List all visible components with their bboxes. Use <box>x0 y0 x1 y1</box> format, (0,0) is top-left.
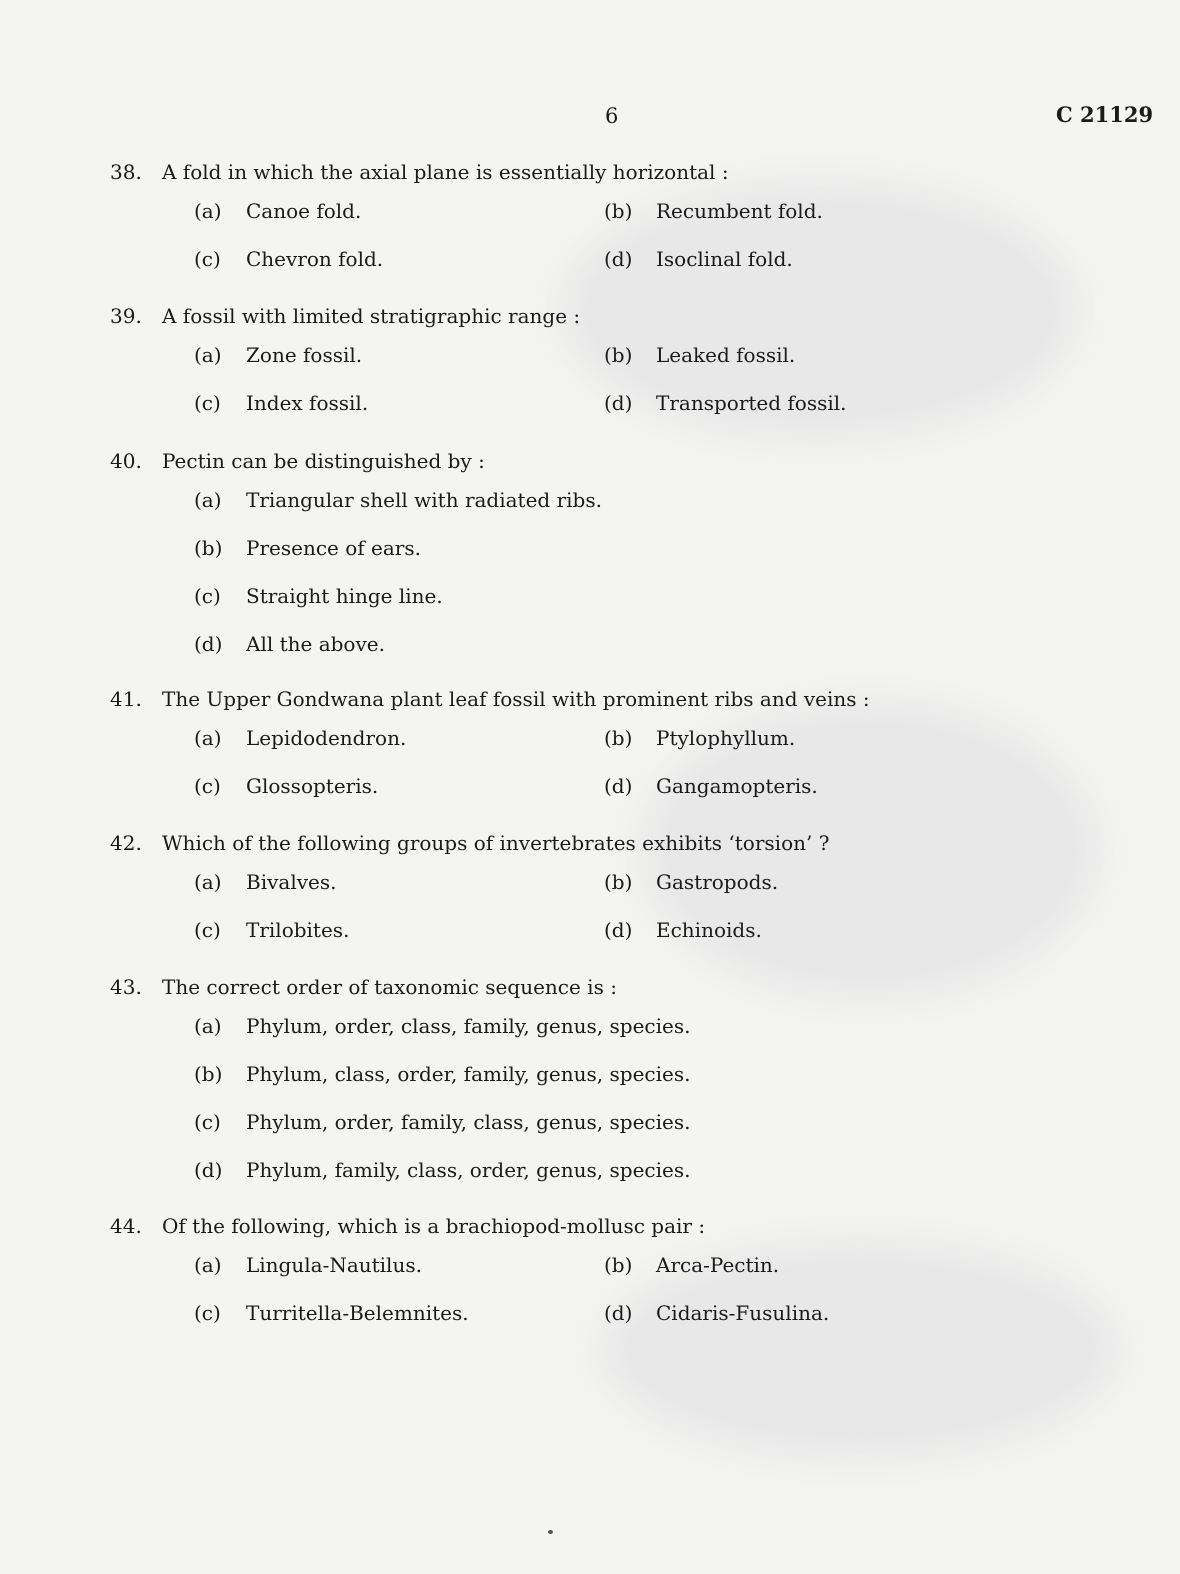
question-text: The Upper Gondwana plant leaf fossil with prominent ribs and veins : <box>162 687 870 711</box>
option-a: (a) Zone fossil. <box>194 343 363 367</box>
option-c: (c) Chevron fold. <box>194 247 384 271</box>
option-row <box>110 620 1130 668</box>
option-row <box>110 572 1130 620</box>
option-row <box>110 762 1130 810</box>
option-c: (c) Straight hinge line. <box>194 584 443 608</box>
question-42 <box>110 828 1130 954</box>
option-row <box>110 235 1130 283</box>
option-a: (a) Bivalves. <box>194 870 337 894</box>
paper-code: C 21129 <box>1056 102 1154 127</box>
option-a: (a) Phylum, order, class, family, genus, species. <box>194 1014 691 1038</box>
option-d: (d) Phylum, family, class, order, genus, species. <box>194 1158 691 1182</box>
option-row <box>110 524 1130 572</box>
option-d: (d) Echinoids. <box>604 918 762 942</box>
option-row <box>110 1050 1130 1098</box>
option-row <box>110 476 1130 524</box>
question-text: A fossil with limited stratigraphic range : <box>162 304 581 328</box>
question-number: 38. <box>110 160 142 184</box>
option-b: (b) Arca-Pectin. <box>604 1253 780 1277</box>
option-a: (a) Triangular shell with radiated ribs. <box>194 488 602 512</box>
option-d: (d) Gangamopteris. <box>604 774 818 798</box>
option-c: (c) Trilobites. <box>194 918 350 942</box>
option-a: (a) Lingula-Nautilus. <box>194 1253 422 1277</box>
option-row <box>110 1289 1130 1337</box>
option-row <box>110 1098 1130 1146</box>
option-row <box>110 1241 1130 1289</box>
option-row <box>110 379 1130 427</box>
option-row <box>110 1002 1130 1050</box>
question-stem <box>110 1211 1130 1241</box>
option-c: (c) Glossopteris. <box>194 774 379 798</box>
question-38 <box>110 157 1130 283</box>
question-44 <box>110 1211 1130 1337</box>
option-c: (c) Turritella-Belemnites. <box>194 1301 469 1325</box>
question-text: The correct order of taxonomic sequence is : <box>162 975 617 999</box>
question-number: 44. <box>110 1214 142 1238</box>
question-text: Which of the following groups of invertebrates exhibits ‘torsion’ ? <box>162 831 830 855</box>
option-row <box>110 858 1130 906</box>
option-row <box>110 187 1130 235</box>
option-b: (b) Phylum, class, order, family, genus, species. <box>194 1062 691 1086</box>
question-stem <box>110 157 1130 187</box>
page-number: 6 <box>605 104 619 128</box>
option-a: (a) Canoe fold. <box>194 199 362 223</box>
question-stem <box>110 684 1130 714</box>
question-43 <box>110 972 1130 1194</box>
option-d: (d) Cidaris-Fusulina. <box>604 1301 830 1325</box>
option-row <box>110 714 1130 762</box>
question-number: 39. <box>110 304 142 328</box>
question-39 <box>110 301 1130 427</box>
scan-speck <box>548 1530 553 1534</box>
question-41 <box>110 684 1130 810</box>
option-b: (b) Leaked fossil. <box>604 343 796 367</box>
option-d: (d) Isoclinal fold. <box>604 247 793 271</box>
question-stem <box>110 446 1130 476</box>
option-a: (a) Lepidodendron. <box>194 726 407 750</box>
question-number: 43. <box>110 975 142 999</box>
question-text: Pectin can be distinguished by : <box>162 449 485 473</box>
question-stem <box>110 828 1130 858</box>
question-40 <box>110 446 1130 668</box>
option-b: (b) Gastropods. <box>604 870 779 894</box>
question-stem <box>110 972 1130 1002</box>
option-d: (d) Transported fossil. <box>604 391 847 415</box>
question-number: 40. <box>110 449 142 473</box>
option-b: (b) Presence of ears. <box>194 536 421 560</box>
question-number: 42. <box>110 831 142 855</box>
option-b: (b) Ptylophyllum. <box>604 726 796 750</box>
option-d: (d) All the above. <box>194 632 385 656</box>
option-c: (c) Phylum, order, family, class, genus, species. <box>194 1110 691 1134</box>
option-row <box>110 331 1130 379</box>
option-b: (b) Recumbent fold. <box>604 199 823 223</box>
question-text: Of the following, which is a brachiopod-mollusc pair : <box>162 1214 706 1238</box>
question-stem <box>110 301 1130 331</box>
question-text: A fold in which the axial plane is essentially horizontal : <box>162 160 729 184</box>
option-row <box>110 906 1130 954</box>
option-c: (c) Index fossil. <box>194 391 369 415</box>
question-number: 41. <box>110 687 142 711</box>
option-row <box>110 1146 1130 1194</box>
